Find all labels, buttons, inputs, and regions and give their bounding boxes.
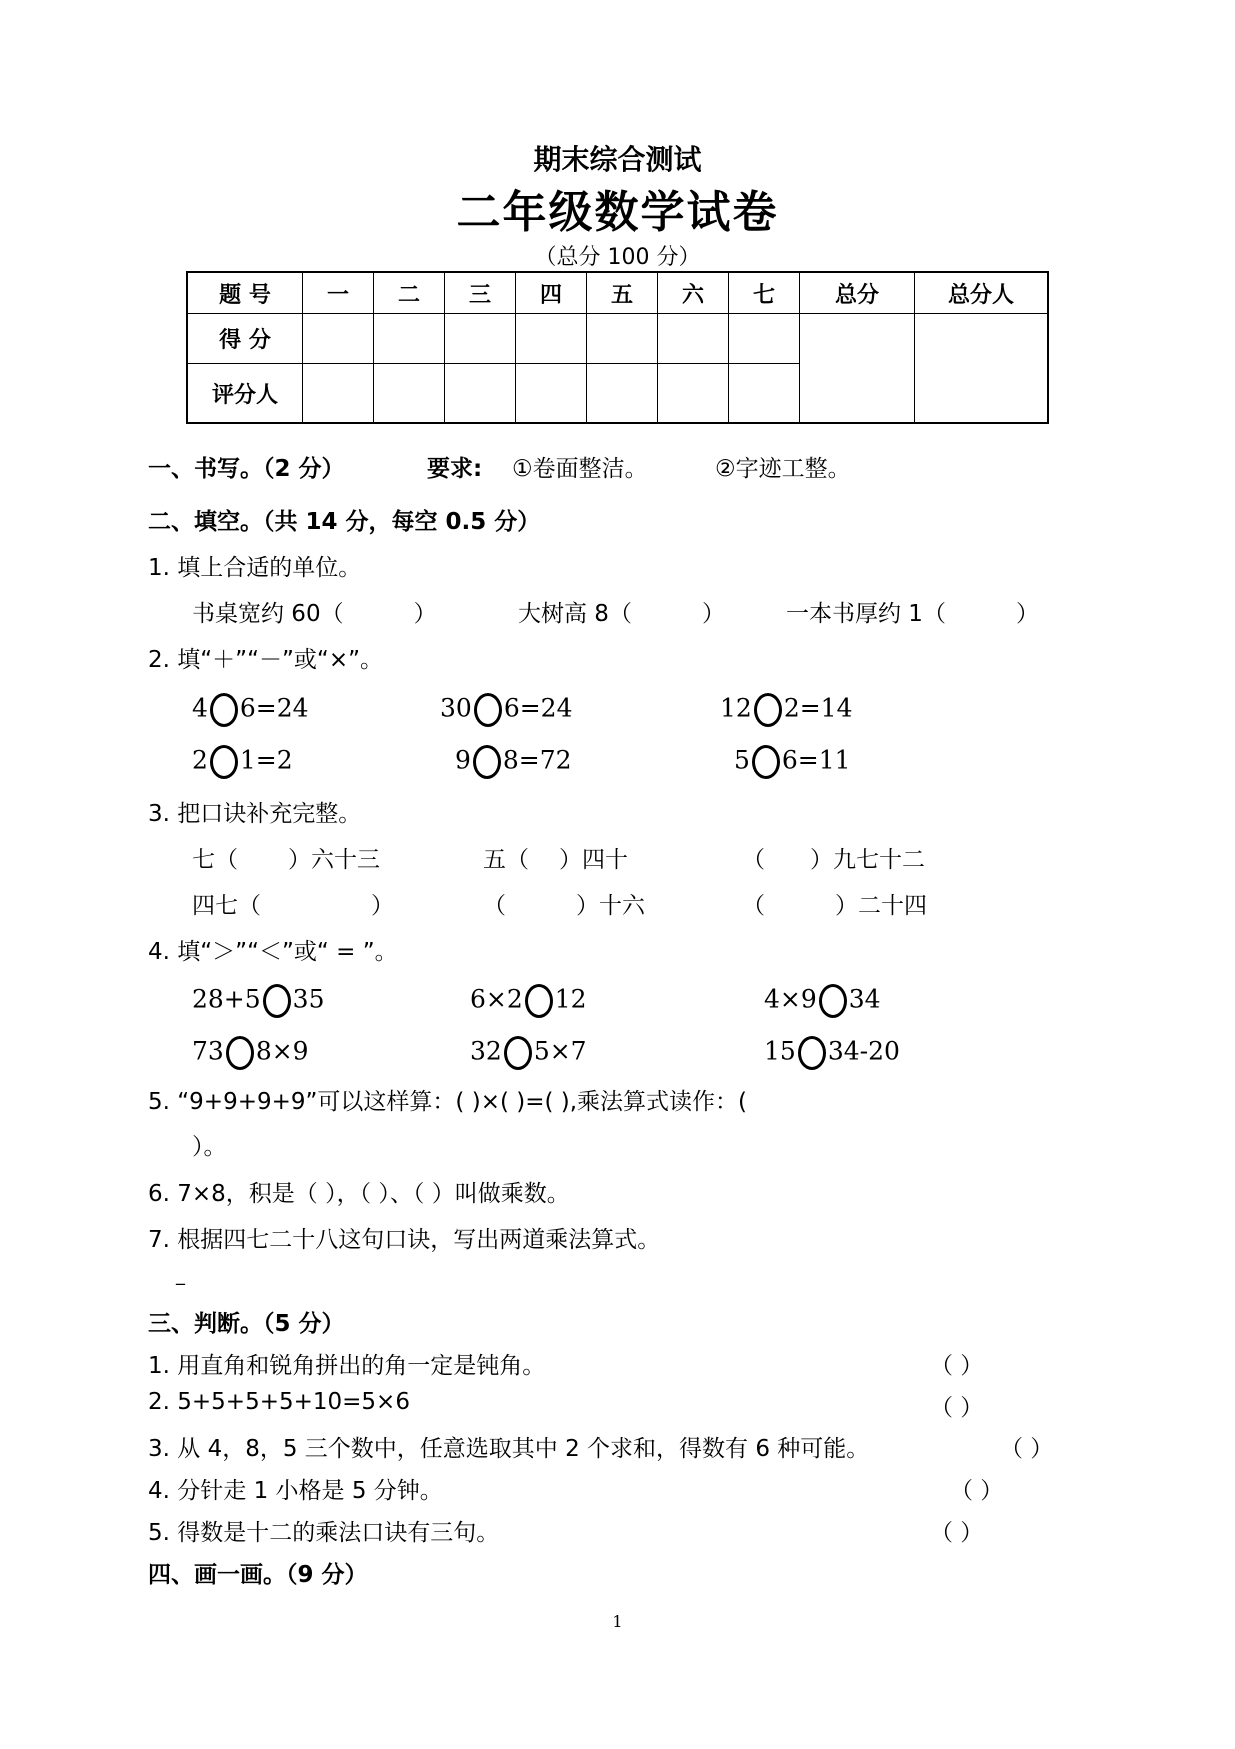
header-cell: 一	[303, 272, 374, 314]
expr-left: 6×2	[470, 984, 523, 1014]
q1-item-book	[786, 595, 1039, 628]
answer-circle[interactable]	[819, 984, 847, 1018]
expr-left: 30	[440, 693, 472, 723]
score-cell[interactable]	[303, 314, 374, 364]
judge-answer-bracket[interactable]: （ ）	[930, 1395, 984, 1421]
q4-comparison	[192, 1036, 309, 1070]
q3-text: ）	[371, 893, 394, 919]
header-cell: 总分	[800, 272, 915, 314]
page-number: 1	[612, 1612, 623, 1631]
expr-right: 34-20	[827, 1036, 900, 1066]
q7-text: 7. 根据四七二十八这句口诀，写出两道乘法算式。	[148, 1227, 661, 1253]
header-cell: 七	[729, 272, 800, 314]
judge-item: 3. 从 4，8，5 三个数中，任意选取其中 2 个求和，得数有 6 种可能。	[148, 1436, 870, 1462]
q2-expression	[455, 745, 572, 779]
q3-text: （	[742, 893, 765, 919]
expr-right: 35	[292, 984, 325, 1014]
expr-right: 6=11	[781, 745, 851, 775]
grader-cell[interactable]	[729, 364, 800, 424]
q4-comparison	[470, 1036, 587, 1070]
expr-right: 5×7	[533, 1036, 587, 1066]
q4-comparison	[192, 984, 324, 1018]
section-1-requirement-1: ①卷面整洁。	[512, 456, 648, 482]
q2-expression	[440, 693, 572, 727]
q2-expression	[720, 693, 852, 727]
q4-comparison	[470, 984, 587, 1018]
score-table	[186, 271, 1049, 424]
header-cell: 四	[516, 272, 587, 314]
score-cell[interactable]	[516, 314, 587, 364]
q3-text: ）六十三	[288, 847, 380, 873]
expr-left: 2	[192, 745, 208, 775]
judge-answer-bracket[interactable]: （ ）	[950, 1478, 1004, 1504]
q3-item	[483, 841, 628, 874]
section-3-title: 三、判断。（5 分）	[148, 1311, 345, 1337]
q2-expression	[192, 693, 309, 727]
q3-text: ）九七十二	[810, 847, 925, 873]
score-table-header-row	[187, 272, 1048, 314]
judge-item: 2. 5+5+5+5+10=5×6	[148, 1389, 410, 1415]
answer-circle[interactable]	[473, 745, 501, 779]
q1-item-text: 一本书厚约 1（	[786, 601, 946, 627]
q2-prompt: 2. 填“＋”“－”或“×”。	[148, 647, 384, 673]
expr-right: 8×9	[255, 1036, 309, 1066]
header-cell: 五	[587, 272, 658, 314]
judge-item: 4. 分针走 1 小格是 5 分钟。	[148, 1478, 443, 1504]
q6-text: 6. 7×8，积是（ ），（ ）、（ ）叫做乘数。	[148, 1181, 570, 1207]
score-cell[interactable]	[587, 314, 658, 364]
expr-right: 6=24	[239, 693, 309, 723]
section-2-title: 二、填空。（共 14 分，每空 0.5 分）	[148, 509, 541, 535]
q5-line-2: ）。	[192, 1134, 227, 1160]
section-1-requirement-2: ②字迹工整。	[715, 456, 851, 482]
q3-item	[742, 887, 927, 920]
answer-circle[interactable]	[263, 984, 291, 1018]
score-cell[interactable]	[374, 314, 445, 364]
q3-item	[192, 841, 380, 874]
expr-left: 5	[734, 745, 750, 775]
q7-answer-line[interactable]: _	[176, 1265, 185, 1286]
score-cell[interactable]	[445, 314, 516, 364]
q3-prompt: 3. 把口诀补充完整。	[148, 801, 362, 827]
grader-cell[interactable]	[445, 364, 516, 424]
expr-left: 28+5	[192, 984, 261, 1014]
expr-right: 1=2	[239, 745, 293, 775]
header-cell: 总分人	[915, 272, 1049, 314]
q4-comparison	[764, 984, 881, 1018]
answer-circle[interactable]	[754, 693, 782, 727]
row-label: 得 分	[187, 314, 303, 364]
header-cell: 三	[445, 272, 516, 314]
q3-item	[483, 887, 645, 920]
answer-circle[interactable]	[504, 1036, 532, 1070]
answer-circle[interactable]	[210, 693, 238, 727]
grader-cell[interactable]	[303, 364, 374, 424]
q1-item-close: ）	[413, 601, 437, 627]
q3-item	[742, 841, 925, 874]
header-cell: 二	[374, 272, 445, 314]
q3-text: 七（	[192, 847, 238, 873]
expr-left: 32	[470, 1036, 502, 1066]
expr-right: 2=14	[783, 693, 853, 723]
total-score-cell[interactable]	[800, 314, 915, 424]
grader-cell[interactable]	[658, 364, 729, 424]
answer-circle[interactable]	[798, 1036, 826, 1070]
expr-left: 73	[192, 1036, 224, 1066]
q3-text: （	[742, 847, 765, 873]
header-cell: 题 号	[187, 272, 303, 314]
q2-expression	[192, 745, 293, 779]
expr-right: 34	[848, 984, 881, 1014]
answer-circle[interactable]	[226, 1036, 254, 1070]
judge-item: 5. 得数是十二的乘法口诀有三句。	[148, 1520, 500, 1546]
expr-left: 9	[455, 745, 471, 775]
expr-right: 8=72	[502, 745, 572, 775]
q4-prompt: 4. 填“＞”“＜”或“ = ”。	[148, 939, 398, 965]
judge-answer-bracket[interactable]: （ ）	[1000, 1436, 1054, 1462]
expr-left: 4×9	[764, 984, 817, 1014]
exam-total-score: （总分 100 分）	[534, 245, 701, 270]
q1-item-close: ）	[1015, 601, 1039, 627]
q5-line-1: 5. “9+9+9+9”可以这样算：( )×( )=( ),乘法算式读作：(	[148, 1089, 748, 1115]
q3-text: ）四十	[559, 847, 628, 873]
q3-text: ）十六	[576, 893, 645, 919]
q4-comparison	[764, 1036, 900, 1070]
section-1-requirement-label: 要求:	[427, 456, 483, 482]
q3-item	[192, 887, 394, 920]
answer-circle[interactable]	[474, 693, 502, 727]
q1-item-tree	[518, 595, 725, 628]
q1-item-close: ）	[701, 601, 725, 627]
exam-title: 二年级数学试卷	[456, 187, 779, 238]
judge-item: 1. 用直角和锐角拼出的角一定是钝角。	[148, 1353, 546, 1379]
expr-left: 12	[720, 693, 752, 723]
q3-text: ）二十四	[835, 893, 927, 919]
q3-text: （	[483, 893, 506, 919]
q1-item-text: 书桌宽约 60（	[192, 601, 344, 627]
exam-subtitle: 期末综合测试	[533, 143, 702, 176]
expr-left: 15	[764, 1036, 796, 1066]
answer-circle[interactable]	[525, 984, 553, 1018]
answer-circle[interactable]	[210, 745, 238, 779]
judge-answer-bracket[interactable]: （ ）	[930, 1520, 984, 1546]
q1-item-desk	[192, 595, 437, 628]
q2-expression	[734, 745, 851, 779]
section-4-title: 四、画一画。（9 分）	[148, 1562, 368, 1588]
total-grader-cell[interactable]	[915, 314, 1049, 424]
expr-right: 12	[554, 984, 587, 1014]
grader-cell[interactable]	[516, 364, 587, 424]
score-cell[interactable]	[658, 314, 729, 364]
judge-answer-bracket[interactable]: （ ）	[930, 1353, 984, 1379]
answer-circle[interactable]	[752, 745, 780, 779]
score-cell[interactable]	[729, 314, 800, 364]
q1-prompt: 1. 填上合适的单位。	[148, 555, 362, 581]
q3-text: 五（	[483, 847, 529, 873]
section-1-title: 一、书写。（2 分）	[148, 456, 345, 482]
q3-text: 四七（	[192, 893, 261, 919]
grader-cell[interactable]	[374, 364, 445, 424]
expr-right: 6=24	[503, 693, 573, 723]
score-row	[187, 314, 1048, 364]
grader-cell[interactable]	[587, 364, 658, 424]
row-label: 评分人	[187, 364, 303, 424]
expr-left: 4	[192, 693, 208, 723]
header-cell: 六	[658, 272, 729, 314]
q1-item-text: 大树高 8（	[518, 601, 632, 627]
